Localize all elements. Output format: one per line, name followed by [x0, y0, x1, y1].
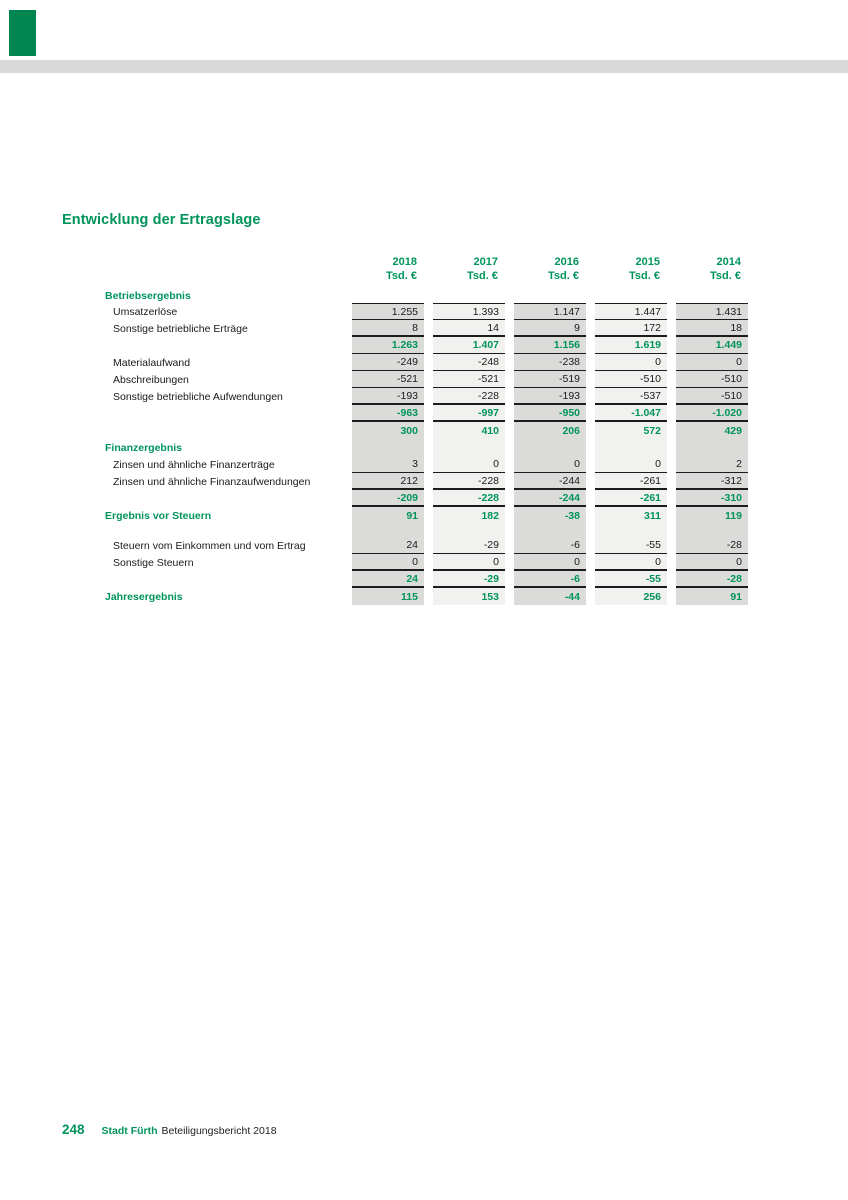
row-label [105, 337, 343, 354]
value-cell: -963 [352, 405, 424, 422]
table-header-row [105, 256, 748, 289]
value-cell: -1.020 [676, 405, 748, 422]
value-cell: 1.447 [595, 303, 667, 320]
row-label [105, 405, 343, 422]
value-cell: -244 [514, 490, 586, 507]
row-label: Zinsen und ähnliche Finanzaufwendungen [113, 475, 311, 488]
table-row [105, 320, 748, 337]
row-label: Ergebnis vor Steuern [105, 509, 212, 522]
value-cell: -1.047 [595, 405, 667, 422]
value-cell: 0 [433, 456, 505, 473]
value-cell [595, 439, 667, 456]
row-label [105, 524, 343, 537]
value-cell: -228 [433, 473, 505, 490]
table-row [105, 588, 748, 605]
value-cell: 119 [676, 507, 748, 524]
value-cell: -521 [352, 371, 424, 388]
footer-report-title: Beteiligungsbericht 2018 [161, 1125, 277, 1137]
value-cell: 0 [514, 456, 586, 473]
value-cell: 1.263 [352, 337, 424, 354]
value-cell: 18 [676, 320, 748, 337]
value-cell: 153 [433, 588, 505, 605]
table-row [105, 303, 748, 320]
value-cell: 14 [433, 320, 505, 337]
value-cell: -248 [433, 354, 505, 371]
value-cell [514, 289, 586, 303]
header-label-spacer [105, 256, 343, 289]
row-label: Abschreibungen [113, 373, 189, 386]
value-cell: -244 [514, 473, 586, 490]
value-cell: -44 [514, 588, 586, 605]
value-cell: 0 [433, 554, 505, 571]
value-cell: 206 [514, 422, 586, 439]
value-cell: 1.255 [352, 303, 424, 320]
value-cell: -38 [514, 507, 586, 524]
value-cell: 182 [433, 507, 505, 524]
row-label: Sonstige betriebliche Erträge [113, 322, 248, 335]
value-cell: -997 [433, 405, 505, 422]
value-cell [676, 289, 748, 303]
value-cell: 0 [595, 354, 667, 371]
table-row [105, 439, 748, 456]
table-row [105, 473, 748, 490]
row-label: Steuern vom Einkommen und vom Ertrag [113, 539, 306, 552]
row-label: Umsatzerlöse [113, 305, 178, 318]
table-row [105, 422, 748, 439]
table-row [105, 524, 748, 537]
value-cell: -55 [595, 571, 667, 588]
value-cell: 572 [595, 422, 667, 439]
year-label: 2017 [473, 256, 498, 268]
value-cell: -238 [514, 354, 586, 371]
row-label: Sonstige Steuern [113, 556, 194, 569]
table-row [105, 537, 748, 554]
value-cell: -261 [595, 473, 667, 490]
year-label: 2018 [392, 256, 417, 268]
value-cell: 3 [352, 456, 424, 473]
value-cell: -193 [352, 388, 424, 405]
value-cell: 91 [676, 588, 748, 605]
table-row [105, 337, 748, 354]
year-column-header [595, 256, 667, 289]
section-label: Finanzergebnis [105, 441, 183, 454]
value-cell: 0 [514, 554, 586, 571]
value-cell [433, 439, 505, 456]
row-label: Sonstige betriebliche Aufwendungen [113, 390, 283, 403]
value-cell: 1.156 [514, 337, 586, 354]
value-cell [433, 289, 505, 303]
table-row [105, 289, 748, 303]
row-label [105, 571, 343, 588]
value-cell: -28 [676, 571, 748, 588]
header-bar [0, 60, 848, 73]
table-row [105, 554, 748, 571]
value-cell: -510 [676, 371, 748, 388]
value-cell: 1.431 [676, 303, 748, 320]
row-label [105, 422, 343, 439]
value-cell [595, 524, 667, 537]
row-label: Materialaufwand [113, 356, 191, 369]
value-cell: -29 [433, 537, 505, 554]
value-cell: -55 [595, 537, 667, 554]
value-cell [433, 524, 505, 537]
value-cell: 300 [352, 422, 424, 439]
value-cell: 212 [352, 473, 424, 490]
value-cell: -261 [595, 490, 667, 507]
value-cell: -312 [676, 473, 748, 490]
value-cell: -537 [595, 388, 667, 405]
value-cell [514, 439, 586, 456]
value-cell: -519 [514, 371, 586, 388]
value-cell: -28 [676, 537, 748, 554]
year-label: 2014 [716, 256, 741, 268]
value-cell: 0 [676, 554, 748, 571]
value-cell: 24 [352, 571, 424, 588]
value-cell: -29 [433, 571, 505, 588]
value-cell: -249 [352, 354, 424, 371]
year-label: 2016 [554, 256, 579, 268]
value-cell: -6 [514, 571, 586, 588]
table-row [105, 405, 748, 422]
value-cell: 1.147 [514, 303, 586, 320]
value-cell: 1.449 [676, 337, 748, 354]
year-column-header [514, 256, 586, 289]
unit-label: Tsd. € [467, 269, 498, 282]
value-cell: 172 [595, 320, 667, 337]
value-cell: 91 [352, 507, 424, 524]
value-cell: 429 [676, 422, 748, 439]
value-cell: 1.407 [433, 337, 505, 354]
value-cell: -6 [514, 537, 586, 554]
table-row [105, 354, 748, 371]
value-cell [514, 524, 586, 537]
value-cell [595, 289, 667, 303]
value-cell [676, 439, 748, 456]
table-row [105, 388, 748, 405]
value-cell [352, 289, 424, 303]
row-label: Zinsen und ähnliche Finanzerträge [113, 458, 275, 471]
value-cell: -510 [595, 371, 667, 388]
page-title: Entwicklung der Ertragslage [62, 211, 261, 228]
value-cell: 1.619 [595, 337, 667, 354]
page-footer [62, 1122, 277, 1137]
value-cell: -510 [676, 388, 748, 405]
value-cell: 0 [676, 354, 748, 371]
value-cell: 311 [595, 507, 667, 524]
value-cell [352, 439, 424, 456]
value-cell: -228 [433, 388, 505, 405]
value-cell: 1.393 [433, 303, 505, 320]
unit-label: Tsd. € [710, 269, 741, 282]
value-cell: 8 [352, 320, 424, 337]
value-cell [352, 524, 424, 537]
unit-label: Tsd. € [548, 269, 579, 282]
page-edge-tab-marker [9, 10, 36, 56]
value-cell: -209 [352, 490, 424, 507]
footer-brand: Stadt Fürth [101, 1125, 158, 1137]
page-number: 248 [62, 1122, 85, 1137]
value-cell: 0 [595, 456, 667, 473]
year-label: 2015 [635, 256, 660, 268]
value-cell: 0 [595, 554, 667, 571]
value-cell: -310 [676, 490, 748, 507]
value-cell: 2 [676, 456, 748, 473]
value-cell: 410 [433, 422, 505, 439]
income-table [105, 256, 748, 605]
table-row [105, 371, 748, 388]
table-row [105, 490, 748, 507]
table-row [105, 571, 748, 588]
row-label [105, 490, 343, 507]
value-cell: 0 [352, 554, 424, 571]
value-cell: -228 [433, 490, 505, 507]
section-label: Betriebsergebnis [105, 290, 191, 302]
value-cell: 24 [352, 537, 424, 554]
value-cell: 256 [595, 588, 667, 605]
value-cell: -950 [514, 405, 586, 422]
value-cell: 9 [514, 320, 586, 337]
value-cell: 115 [352, 588, 424, 605]
value-cell: -193 [514, 388, 586, 405]
table-row [105, 456, 748, 473]
unit-label: Tsd. € [629, 269, 660, 282]
unit-label: Tsd. € [386, 269, 417, 282]
table-row [105, 507, 748, 524]
value-cell: -521 [433, 371, 505, 388]
year-column-header [433, 256, 505, 289]
value-cell [676, 524, 748, 537]
year-column-header [676, 256, 748, 289]
row-label: Jahresergebnis [105, 590, 183, 603]
year-column-header [352, 256, 424, 289]
